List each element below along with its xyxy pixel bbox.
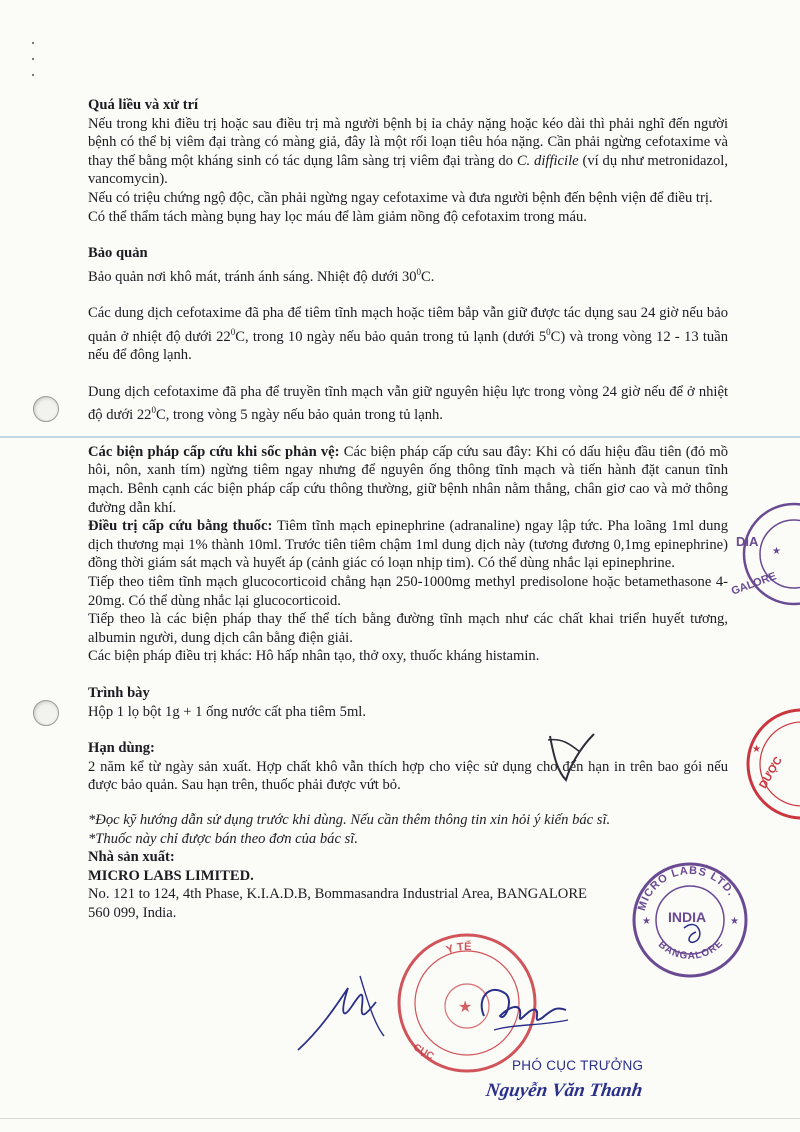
svg-text:GALORE: GALORE [729,570,779,598]
manufacturer-name: MICRO LABS LIMITED. [88,867,254,884]
note-prescription-only: *Thuốc này chỉ được bán theo đơn của bác sĩ. [88,830,358,847]
punch-hole-bottom [33,700,59,726]
svg-text:★: ★ [458,999,473,1016]
presentation-paragraph: Hộp 1 lọ bột 1g + 1 ống nước cất pha tiêm 5ml. [88,703,366,720]
svg-text:Y TẾ: Y TẾ [444,940,472,957]
signatory-title: PHÓ CỤC TRƯỞNG [512,1058,644,1073]
handwritten-check-mark [540,728,600,788]
scan-bottom-edge [0,1118,800,1119]
anaphylaxis-paragraph-1: Các biện pháp cấp cứu khi sốc phản vệ: Các biện pháp cấp cứu sau đây: Khi có dấu hiệu đầu tiên (đỏ mồ hôi, nôn, xanh tím) ngừng tiêm ngay nhưng để nguyên ống thông tĩnh mạch và tiến hành đặt canun tĩnh mạch. Bênh cạnh các biện pháp cấp cứu thông thường, giữ bệnh nhân nằm thẳng, chân giơ cao và mở thông đường dẫn khí. [88,443,728,516]
svg-text:CỤC: CỤC [411,1042,436,1063]
document-body [88,96,728,923]
storage-paragraph-3: Dung dịch cefotaxime đã pha để truyền tĩnh mạch vẫn giữ nguyên hiệu lực trong vòng 24 giờ nếu để ở nhiệt độ dưới $22^0C$, trong vòng 5 ngày nếu bảo quản trong tủ lạnh. [88,383,728,424]
anaphylaxis-paragraph-4: Tiếp theo là các biện pháp thay thế thể tích bằng đường tĩnh mạch như các chất khai triển huyết tương, albumin người, dung dịch cân bằng điện giải. [88,611,728,646]
svg-text:BANGALORE: BANGALORE [655,937,726,963]
section-heading-presentation: Trình bày [88,685,150,702]
manufacturer-address-2: 560 099, India. [88,904,177,921]
partial-agency-stamp-right [728,706,800,822]
svg-text:★: ★ [730,916,739,927]
punch-hole-top [33,396,59,422]
section-heading-storage: Bảo quản [88,245,148,262]
anaphylaxis-paragraph-5: Các biện pháp điều trị khác: Hô hấp nhân tạo, thở oxy, thuốc kháng histamin. [88,648,540,665]
anaphylaxis-paragraph-2: Điều trị cấp cứu bằng thuốc: Tiêm tĩnh mạch epinephrine (adranaline) ngay lập tức. Pha loãng 1ml dung dịch thương mại 1% thành 10ml. Trước tiên tiêm chậm 1ml dung dịch này (tương đương 0,1mg epinephrine) đồng thời giám sát mạch và huyết áp (cảnh giác có loạn nhịp tim). Có thể dùng nhắc lại epinephrine. [88,518,728,572]
svg-text:DƯỢC: DƯỢC [757,754,785,791]
section-heading-shelf-life: Hạn dùng: [88,740,155,757]
svg-text:INDIA: INDIA [668,909,707,925]
manufacturer-address-1: No. 121 to 124, 4th Phase, K.I.A.D.B, Bommasandra Industrial Area, BANGALORE [88,886,587,903]
svg-text:MICRO LABS LTD.: MICRO LABS LTD. [635,864,738,913]
svg-text:★: ★ [642,916,651,927]
overdose-paragraph-3: Có thể thẩm tách màng bụng hay lọc máu để làm giảm nồng độ cefotaxim trong máu. [88,208,587,225]
overdose-paragraph-1: Nếu trong khi điều trị hoặc sau điều trị mà người bệnh bị ỉa chảy nặng hoặc kéo dài thì phải nghĩ đến người bệnh có thể bị viêm đại tràng có màng giả, đây là một rối loạn tiêu hóa nặng. Cần phải ngừng cefotaxime và thay thế bằng một kháng sinh có tác dụng lâm sàng trị viêm đại tràng do C. difficile (ví dụ như metronidazol, vancomycin). [88,115,728,188]
svg-text:DIA: DIA [736,534,759,549]
svg-text:★: ★ [772,546,781,557]
shelf-life-paragraph: 2 năm kể từ ngày sản xuất. Hợp chất khô vẫn thích hợp cho việc sử dụng cho đến hạn in trên bao gói nếu được bảo quản. Sau hạn trên, thuốc phải được vứt bỏ. [88,758,728,794]
note-read-instructions: *Đọc kỹ hướng dẫn sử dụng trước khi dùng. Nếu cần thêm thông tin xin hỏi ý kiến bác sĩ. [88,811,611,828]
partial-company-stamp-upper [726,498,800,610]
overdose-paragraph-2: Nếu có triệu chứng ngộ độc, cần phải ngừng ngay cefotaxime và đưa người bệnh đến bệnh viện để điều trị. [88,189,713,206]
signature-right [470,976,580,1046]
svg-text:★: ★ [752,744,761,755]
section-heading-overdose: Quá liều và xử trí [88,97,199,113]
micro-labs-company-stamp [628,858,752,982]
signatory-name: Nguyễn Văn Thanh [484,1080,644,1101]
storage-paragraph-2: Các dung dịch cefotaxime đã pha để tiêm tĩnh mạch hoặc tiêm bắp vẫn giữ được tác dụng sau 24 giờ nếu bảo quản ở nhiệt độ dưới $22^0C$, trong 10 ngày nếu bảo quản trong tủ lạnh (dưới $5^0C$) và trong vòng 12 - 13 tuần nếu để đông lạnh. [88,305,728,364]
anaphylaxis-paragraph-3: Tiếp theo tiêm tĩnh mạch glucocorticoid chẳng hạn 250-1000mg methyl predisolone hoặc betamethasone 4-20mg. Có thể dùng nhắc lại glucocorticoid. [88,574,728,609]
storage-paragraph-1: Bảo quản nơi khô mát, tránh ánh sáng. Nhiệt độ dưới $30^0C$. [88,266,435,285]
manufacturer-label: Nhà sản xuất: [88,849,175,866]
